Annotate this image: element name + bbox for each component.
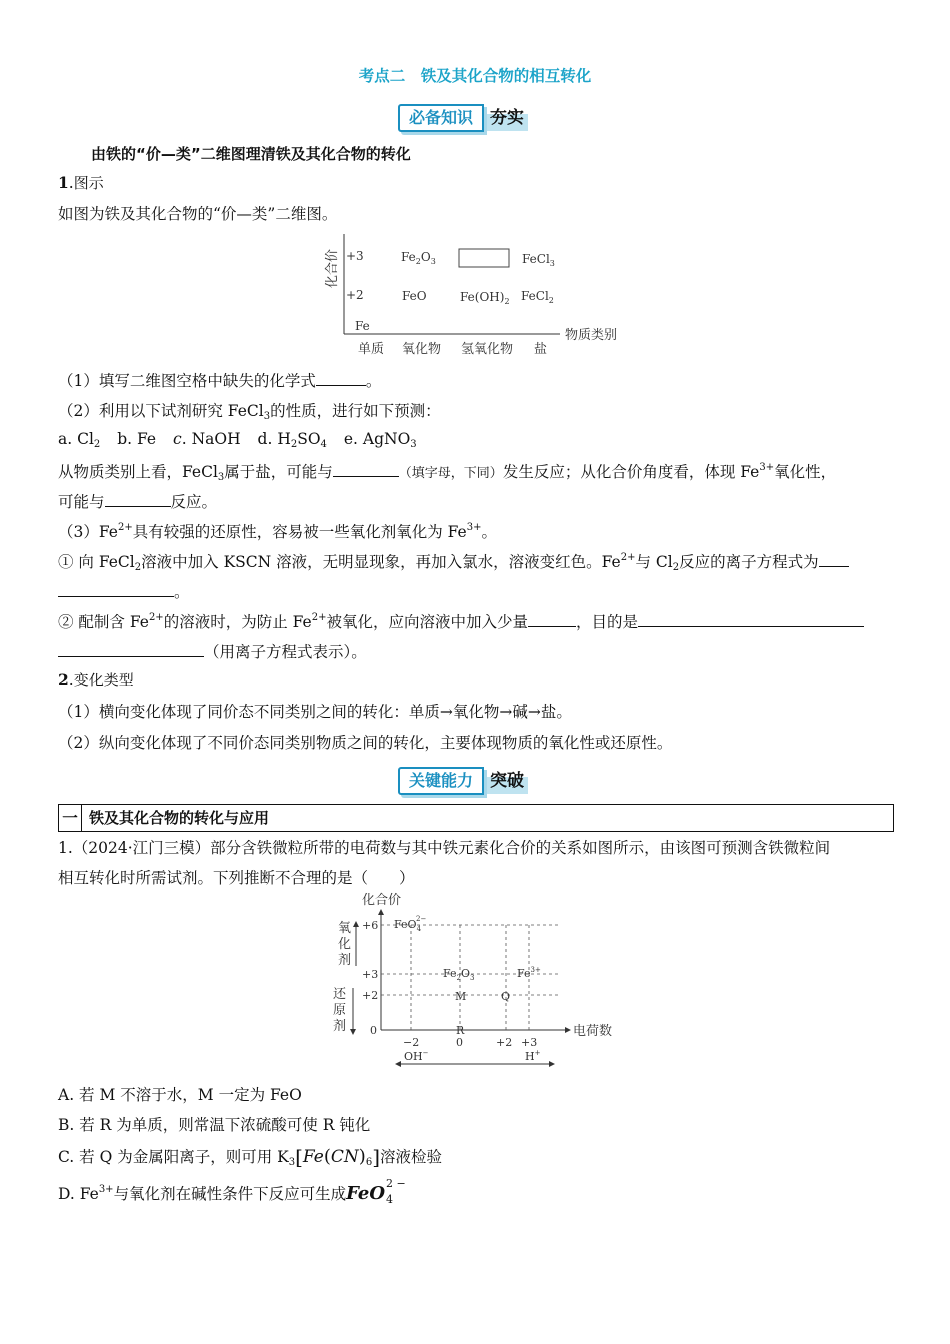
option-c[interactable]: C. 若 Q 为金属阳离子，则可用 $K_3[Fe(CN)_6]$溶液检验 <box>58 1145 443 1169</box>
chart1-blank-box <box>459 249 509 267</box>
chart1-x-cat-hydroxide: 氢氧化物 <box>461 342 514 357</box>
chart2-point-r: R <box>456 1024 465 1037</box>
chart1-feo: FeO <box>402 289 427 303</box>
reagent-a: a. $Cl_2$ <box>58 430 101 450</box>
chart2-y-tick-plus2: +2 <box>362 989 379 1002</box>
reagent-c: c. NaOH <box>173 430 241 448</box>
answer-blank-6a[interactable] <box>638 611 864 627</box>
chart2-y-tick-zero: 0 <box>370 1024 377 1037</box>
chart2-y-axis-label: 化合价 <box>362 893 402 908</box>
chart1-x-cat-oxide: 氧化物 <box>402 342 442 357</box>
question-3-1-cont: 。 <box>58 580 190 602</box>
chart1-y-tick-plus3: +3 <box>346 249 364 263</box>
section-2-item-1: （1）横向变化体现了同价态不同类别之间的转化：单质→氧化物→碱→盐。 <box>58 703 572 721</box>
chart1-y-tick-plus2: +2 <box>346 288 364 302</box>
section-1-num: 1 <box>58 173 69 192</box>
chart2-point-m: M <box>455 990 467 1003</box>
option-d[interactable]: D. $Fe^{3+}$与氧化剂在碱性条件下反应可生成FeO 4 2 − <box>58 1177 406 1206</box>
reagent-b: b. Fe <box>117 430 157 448</box>
answer-blank-5[interactable] <box>528 611 576 627</box>
chart2-x-axis-label: 电荷数 <box>573 1024 613 1039</box>
question-2 <box>58 399 441 422</box>
section-2-item-2: （2）纵向变化体现了不同价态同类别物质之间的转化，主要体现物质的氧化性或还原性。 <box>58 734 673 752</box>
chart1-x-axis-label: 物质类别 <box>565 328 618 343</box>
question-2-line-1: 从物质类别上看，FeCl$_3$属于盐，可能与 （填字母，下同）发生反应；从化合价角度看，体现 $Fe^{3+}$氧化性， <box>58 462 837 483</box>
valence-class-diagram <box>322 226 632 360</box>
chart2-y-tick-plus6: +6 <box>362 919 379 932</box>
reagent-options <box>58 430 417 450</box>
question-3-1: ① 向 FeCl$_2$溶液中加入 KSCN 溶液，无明显现象，再加入氯水，溶液变红色。$Fe^{2+}$与 $Cl_2$反应的离子方程式为 <box>58 550 849 573</box>
chart1-x-cat-element: 单质 <box>358 342 385 357</box>
question-2-text-a: （2）利用以下试剂研究 FeCl <box>58 402 264 420</box>
chart2-point-fe2o3: $Fe_2O_3$ <box>443 967 475 982</box>
section-box-num: 一 <box>59 805 82 831</box>
banner-essential-knowledge <box>398 103 528 133</box>
option-b[interactable]: B. 若 R 为单质，则常温下浓硫酸可使 R 钝化 <box>58 1116 371 1134</box>
answer-blank-1[interactable] <box>316 370 366 386</box>
question-2-line-2: 可能与 反应。 <box>58 493 218 511</box>
banner2-accent-label: 突破 <box>484 768 528 794</box>
chart2-oxidant-3: 剂 <box>338 953 352 968</box>
answer-blank-3[interactable] <box>105 491 171 507</box>
section-2-heading: 2.变化类型 <box>58 670 134 689</box>
chart2-oxidant-2: 化 <box>338 937 352 952</box>
question-1-text: （1）填写二维图空格中缺失的化学式 <box>58 372 316 390</box>
question-1-end: 。 <box>365 372 382 390</box>
problem-1-line-2: 相互转化时所需试剂。下列推断不合理的是（ ） <box>58 869 415 887</box>
chart2-reductant-3: 剂 <box>333 1019 347 1034</box>
intro-heading: 由铁的“价—类”二维图理清铁及其化合物的转化 <box>91 145 411 163</box>
chart2-point-feo4: FeO$_4$2− <box>394 915 427 933</box>
chart2-oxidant-1: 氧 <box>338 921 352 936</box>
question-3: $(3)Fe^{2+}$具有较强的还原性，容易被一些氧化剂氧化为 $Fe^{3+}$。 <box>58 522 497 541</box>
question-2-sub: 3 <box>263 411 271 422</box>
answer-blank-2[interactable] <box>333 461 399 477</box>
problem-1-line-1: 1.（2024·江门三模）部分含铁微粒所带的电荷数与其中铁元素化合价的关系如图所示，由该图可预测含铁微粒间 <box>58 839 831 857</box>
chart2-reductant-1: 还 <box>333 987 347 1002</box>
question-2-text-b: 的性质，进行如下预测： <box>270 402 441 420</box>
chart2-point-fe3: $Fe^{3+}$ <box>517 966 541 980</box>
banner-accent-label: 夯实 <box>484 105 528 131</box>
question-1 <box>58 369 381 391</box>
chart1-x-cat-salt: 盐 <box>534 342 548 357</box>
answer-blank-4a[interactable] <box>819 551 849 567</box>
chart2-x-tick-zero: 0 <box>456 1036 463 1049</box>
reagent-d: d. $H_2SO_4$ <box>257 430 327 450</box>
chart1-fecl3: FeCl$_3$ <box>522 252 555 268</box>
option-a[interactable]: A. 若 M 不溶于水，M 一定为 FeO <box>58 1086 302 1104</box>
answer-blank-4b[interactable] <box>58 581 174 597</box>
chart2-x-tick-plus3: +3 <box>521 1036 538 1049</box>
section-1-desc: 如图为铁及其化合物的“价—类”二维图。 <box>58 205 338 223</box>
chart2-point-q: Q <box>501 990 511 1003</box>
section-box <box>58 804 894 832</box>
banner2-boxed-label: 关键能力 <box>398 767 484 795</box>
chart2-x-tick-minus2: −2 <box>403 1036 420 1049</box>
reagent-e: e. AgNO$_3$ <box>343 430 417 450</box>
chart1-fe2o3: $Fe_2O_3$ <box>401 250 436 266</box>
chart1-fecl2: FeCl$_2$ <box>521 289 554 305</box>
banner-boxed-label: 必备知识 <box>398 104 484 132</box>
section-1-heading <box>58 172 104 193</box>
section-1-dot: . <box>68 174 74 192</box>
page-title: 考点二 铁及其化合物的相互转化 <box>358 67 592 85</box>
chart2-reductant-2: 原 <box>333 1003 347 1018</box>
answer-blank-6b[interactable] <box>58 641 204 657</box>
banner-key-ability <box>398 766 528 796</box>
chart2-h-label: H+ <box>525 1049 541 1063</box>
chart2-oh-label: OH− <box>404 1049 429 1063</box>
chart1-fe: Fe <box>355 319 370 333</box>
charge-valence-diagram <box>326 890 626 1070</box>
chart2-y-tick-plus3: +3 <box>362 968 379 981</box>
question-3-2: ② 配制含 $Fe^{2+}$的溶液时，为防止 $Fe^{2+}$被氧化，应向溶液中加入少量 ，目的是 <box>58 610 864 632</box>
section-1-label: 图示 <box>73 174 104 192</box>
chart2-x-tick-plus2: +2 <box>496 1036 513 1049</box>
chart1-y-axis-label: 化合价 <box>325 248 340 288</box>
question-3-2-cont: （用离子方程式表示）。 <box>58 640 367 662</box>
chart1-feoh2: $Fe(OH)_2$ <box>460 290 510 306</box>
section-box-title: 铁及其化合物的转化与应用 <box>89 809 270 827</box>
